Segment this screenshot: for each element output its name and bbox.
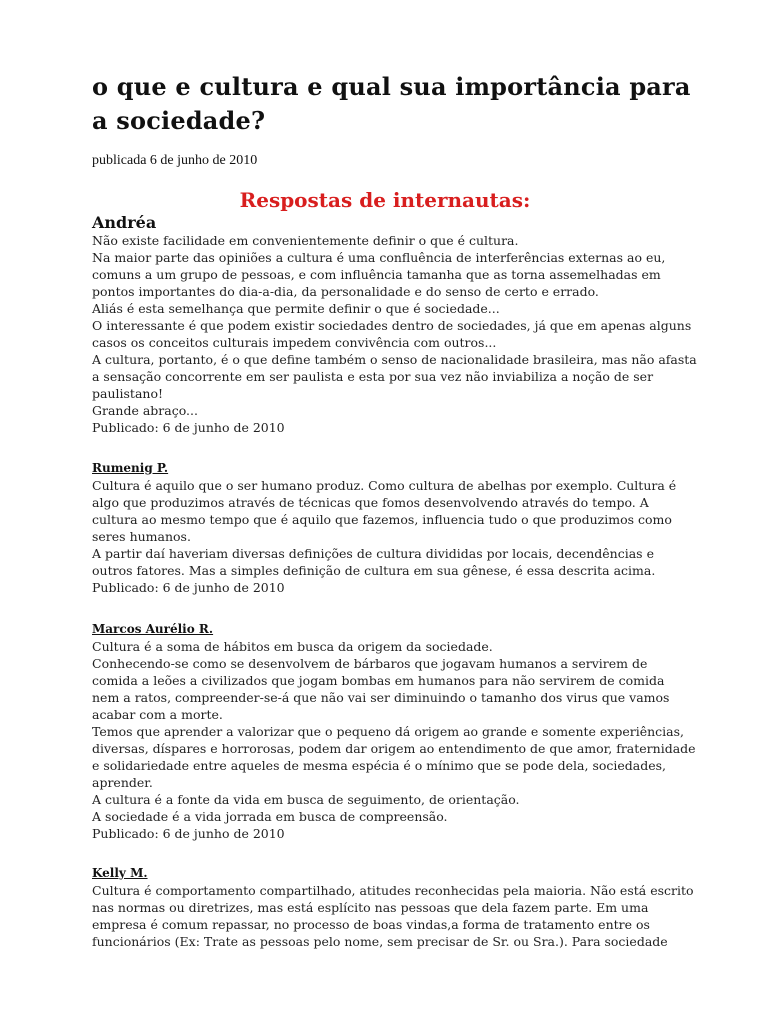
answer-andrea	[92, 213, 697, 436]
answer-rumenig	[92, 460, 682, 596]
answer-line: comida a leões a civilizados que jogam bombas em humanos para não servirem de comida	[92, 673, 665, 688]
answer-line: empresa é comum repassar, no processo de boas vindas,a forma de tratamento entre os	[92, 917, 650, 932]
answer-line: paulistano!	[92, 386, 163, 401]
answer-line: A cultura é a fonte da vida em busca de seguimento, de orientação.	[92, 792, 520, 807]
page-title: o que e cultura e qual sua importância para a sociedade?	[92, 72, 691, 135]
answer-line: algo que produzimos através de técnicas que fomos desenvolvendo através do tempo. A	[92, 495, 649, 510]
answer-line: Grande abraço...	[92, 403, 198, 418]
answer-line: seres humanos.	[92, 529, 191, 544]
answer-line: Cultura é a soma de hábitos em busca da origem da sociedade.	[92, 639, 493, 654]
answer-line: Cultura é comportamento compartilhado, atitudes reconhecidas pela maioria. Não está escrito	[92, 883, 694, 898]
answer-line: casos os conceitos culturais impedem convivência com outros...	[92, 335, 497, 350]
answer-author: Rumenig P.	[92, 461, 169, 475]
answer-published: Publicado: 6 de junho de 2010	[92, 580, 285, 595]
answer-line: Aliás é esta semelhança que permite definir o que é sociedade...	[92, 301, 500, 316]
answer-line: Cultura é aquilo que o ser humano produz. Como cultura de abelhas por exemplo. Cultura é	[92, 478, 677, 493]
answer-line: Temos que aprender a valorizar que o pequeno dá origem ao grande e somente experiências,	[92, 724, 684, 739]
answer-line: pontos importantes do dia-a-dia, da personalidade e do senso de certo e errado.	[92, 284, 599, 299]
answer-line: acabar com a morte.	[92, 707, 223, 722]
answer-line: O interessante é que podem existir sociedades dentro de sociedades, já que em apenas alguns	[92, 318, 692, 333]
answer-line: a sensação concorrente em ser paulista e esta por sua vez não inviabiliza a noção de ser	[92, 369, 654, 384]
answer-line: nem a ratos, compreender-se-á que não vai ser diminuindo o tamanho dos virus que vamos	[92, 690, 670, 705]
answer-author: Marcos Aurélio R.	[92, 622, 214, 636]
publish-date: publicada 6 de junho de 2010	[92, 153, 258, 168]
answer-published: Publicado: 6 de junho de 2010	[92, 826, 285, 841]
answer-line: cultura ao mesmo tempo que é aquilo que fazemos, influencia tudo o que produzimos como	[92, 512, 672, 527]
answer-line: funcionários (Ex: Trate as pessoas pelo nome, sem precisar de Sr. ou Sra.). Para sociedade	[92, 934, 668, 949]
answer-line: Na maior parte das opiniões a cultura é uma confluência de interferências externas ao eu,	[92, 250, 666, 265]
answer-line: A sociedade é a vida jorrada em busca de compreensão.	[92, 809, 448, 824]
answer-line: A cultura, portanto, é o que define também o senso de nacionalidade brasileira, mas não afasta	[92, 352, 697, 367]
answer-published: Publicado: 6 de junho de 2010	[92, 420, 285, 435]
answer-line: Conhecendo-se como se desenvolvem de bárbaros que jogavam humanos a servirem de	[92, 656, 648, 671]
answer-line: e solidariedade entre aqueles de mesma espécia é o mínimo que se pode dela, sociedades,	[92, 758, 667, 773]
answer-kelly	[92, 865, 694, 950]
answer-line: aprender.	[92, 775, 153, 790]
answer-line: A partir daí haveriam diversas definições de cultura divididas por locais, decendências e	[92, 546, 654, 561]
answer-author: Kelly M.	[92, 866, 148, 880]
answer-line: comuns a um grupo de pessoas, e com influência tamanha que as torna assemelhadas em	[92, 267, 661, 282]
answer-marcos	[92, 621, 696, 842]
answer-line: nas normas ou diretrizes, mas está esplícito nas pessoas que dela fazem parte. Em uma	[92, 900, 649, 915]
answer-line: diversas, díspares e horrorosas, podem dar origem ao entendimento de que amor, fraternidade	[92, 741, 696, 756]
answer-line: outros fatores. Mas a simples definição de cultura em sua gênese, é essa descrita acima.	[92, 563, 656, 578]
answer-line: Não existe facilidade em convenientemente definir o que é cultura.	[92, 233, 519, 248]
answer-author: Andréa	[92, 213, 157, 232]
answers-heading: Respostas de internautas:	[239, 188, 531, 212]
